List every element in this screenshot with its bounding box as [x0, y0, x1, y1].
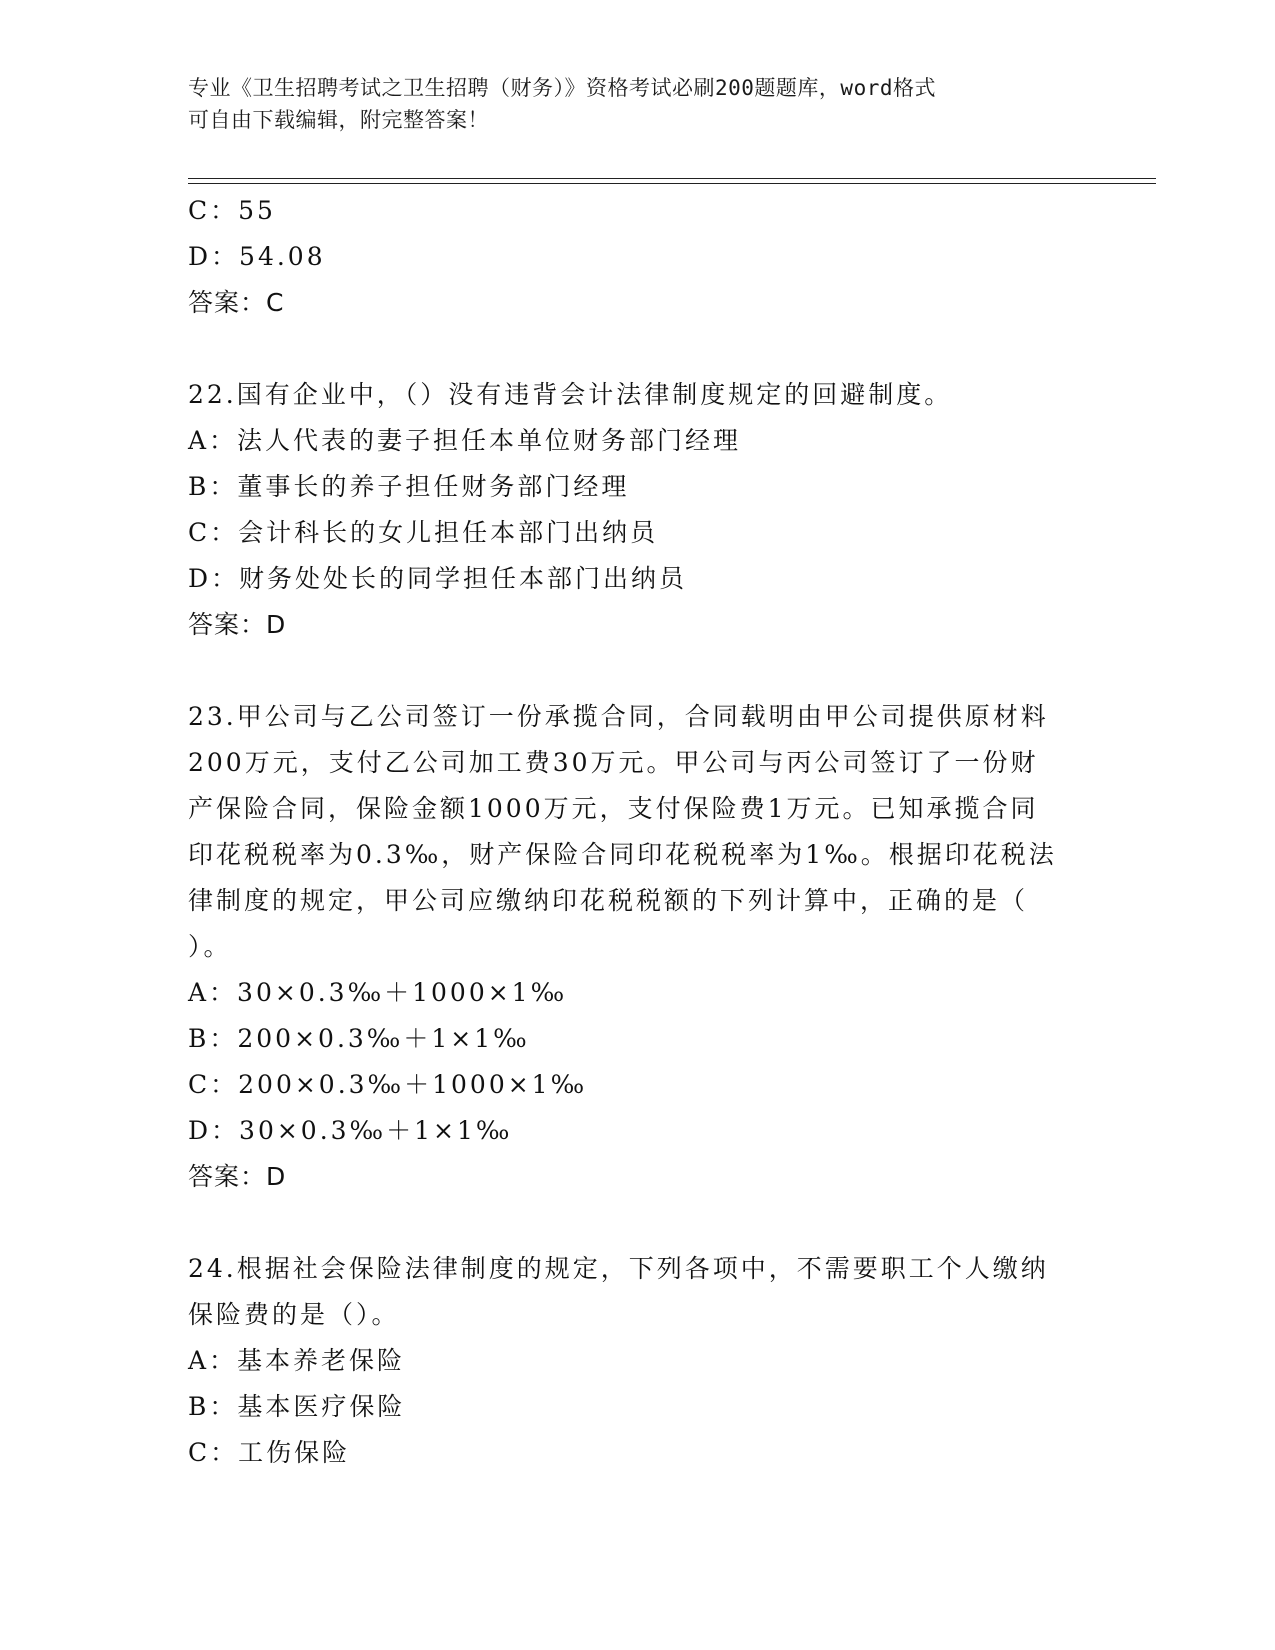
option-b: B：200×0.3‰＋1×1‰ [188, 1024, 530, 1053]
option-d: D：30×0.3‰＋1×1‰ [188, 1116, 513, 1145]
option-c: C：工伤保险 [188, 1438, 351, 1467]
question-stem-line: 23.甲公司与乙公司签订一份承揽合同，合同载明由甲公司提供原材料 [188, 702, 1049, 731]
header-line-1: 专业《卫生招聘考试之卫生招聘（财务）》资格考试必刷200题题库，word格式 [188, 76, 936, 100]
option-c: C：200×0.3‰＋1000×1‰ [188, 1070, 588, 1099]
option-b: B：董事长的养子担任财务部门经理 [188, 472, 630, 501]
spacer [188, 648, 1078, 694]
option-b: B：基本医疗保险 [188, 1392, 406, 1421]
question-24 [188, 1246, 1078, 1476]
answer-line: 答案：D [188, 610, 287, 639]
document-body [188, 188, 1078, 1476]
header-line-2: 可自由下载编辑，附完整答案！ [188, 108, 489, 132]
spacer [188, 1200, 1078, 1246]
option-c: C：会计科长的女儿担任本部门出纳员 [188, 518, 659, 547]
question-21 [188, 188, 1078, 326]
option-a: A：30×0.3‰＋1000×1‰ [188, 978, 568, 1007]
answer-line: 答案：D [188, 1162, 287, 1191]
question-stem-line: ）。 [188, 932, 232, 961]
option-d: D：财务处处长的同学担任本部门出纳员 [188, 564, 688, 593]
header-divider-top [188, 178, 1156, 179]
question-stem-line: 保险费的是（）。 [188, 1300, 400, 1329]
option-d: D：54.08 [188, 242, 326, 271]
spacer [188, 326, 1078, 372]
option-a: A：基本养老保险 [188, 1346, 406, 1375]
option-c: C：55 [188, 196, 276, 225]
question-stem-line: 24.根据社会保险法律制度的规定，下列各项中，不需要职工个人缴纳 [188, 1254, 1049, 1283]
question-22 [188, 372, 1078, 648]
header-divider-bottom [188, 183, 1156, 184]
question-stem-line: 200万元，支付乙公司加工费30万元。甲公司与丙公司签订了一份财 [188, 748, 1039, 777]
document-header [188, 72, 1078, 136]
question-stem-line: 产保险合同，保险金额1000万元，支付保险费1万元。已知承揽合同 [188, 794, 1039, 823]
option-a: A：法人代表的妻子担任本单位财务部门经理 [188, 426, 742, 455]
question-stem-line: 印花税税率为0.3‰，财产保险合同印花税税率为1‰。根据印花税法 [188, 840, 1057, 869]
question-23 [188, 694, 1078, 1200]
question-stem: 22.国有企业中，（）没有违背会计法律制度规定的回避制度。 [188, 380, 953, 409]
question-stem-line: 律制度的规定，甲公司应缴纳印花税税额的下列计算中，正确的是（ [188, 886, 1029, 915]
answer-line: 答案：C [188, 288, 285, 317]
